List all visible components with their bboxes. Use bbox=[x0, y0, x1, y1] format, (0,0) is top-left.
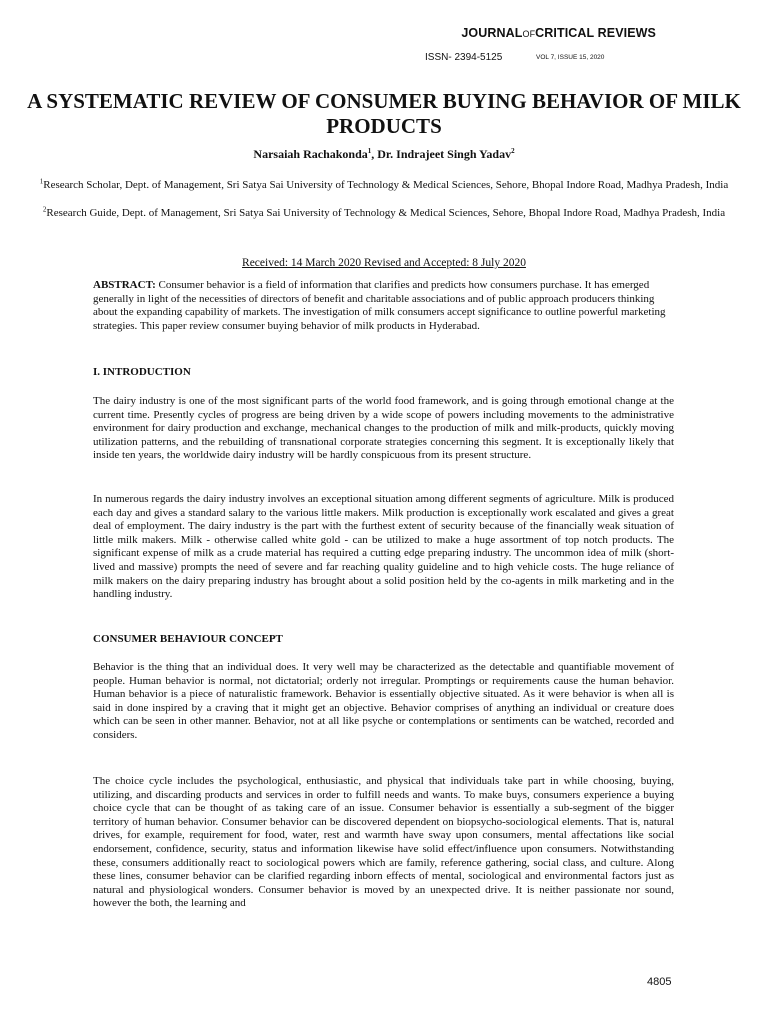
paragraph bbox=[93, 493, 674, 602]
paragraph bbox=[93, 775, 674, 911]
affiliation-2-text: Research Guide, Dept. of Management, Sri Satya Sai University of Technology & Medical Sciences, Sehore, Bhopal Indore Road, Madhya Pradesh, India bbox=[46, 207, 726, 219]
author-2: Dr. Indrajeet Singh Yadav bbox=[377, 147, 512, 161]
paper-title: A SYSTEMATIC REVIEW OF CONSUMER BUYING BEHAVIOR OF MILK PRODUCTS bbox=[27, 89, 741, 138]
paragraph bbox=[93, 395, 674, 463]
affiliation-1-text: Research Scholar, Dept. of Management, Sri Satya Sai University of Technology & Medical Sciences, Sehore, Bhopal Indore Road, Madhya Pradesh, India bbox=[43, 179, 729, 191]
concept-paragraph-1: Behavior is the thing that an individual does. It very well may be characterized as the detectable and quantifiable movement of people. Human behavior is normal, not dictatorial; orderly not irregular. Promptings or requirements cause the human behavior. Human behavior is a piece of naturalistic framework. Behavior is essentially objective situated. As it were behavior is when all is said in done inspired by a craving that it might get an objective. Behavior comprises of anything an individual or creature does which can be seen in other manner. Behavior, not at all like psyche or contemplations or sentiments can be watched, recorded and considers. bbox=[93, 661, 674, 741]
issn: ISSN- 2394-5125 bbox=[425, 52, 503, 63]
section-heading-consumer-behaviour: CONSUMER BEHAVIOUR CONCEPT bbox=[93, 633, 283, 645]
author-1: Narsaiah Rachakonda bbox=[253, 147, 368, 161]
affiliation-2 bbox=[0, 206, 768, 220]
section-heading-introduction: I. INTRODUCTION bbox=[93, 366, 191, 378]
author-2-sup: 2 bbox=[511, 147, 515, 155]
journal-name-of: OF bbox=[522, 29, 536, 39]
concept-paragraph-2: The choice cycle includes the psychological, enthusiastic, and physical that individuals take part in while choosing, buying, utilizing, and discarding products and services in order to fulfill needs and wants. To make buys, consumers experience a buying choice cycle that can be thought of as taking care of an issue. Consumer behavior is essentially a sub-segment of the bigger territory of human behavior. Consumer behavior can be discovered dependent on biopsycho-sociological elements. That is, natural drives, for example, requirement for food, water, rest and warmth have sway upon consumers, mental affectations like social endorsement, confidence, security, status and information likewise have solid effect/influence upon consumers. Notwithstanding these, consumers additionally react to sociological powers which are family, reference gathering, social class, and culture. Along these lines, consumer behavior can be clarified regarding inborn effects of mental, sociological and environmental factors just as natural and physiological wonders. Consumer behavior is moved by an unexpected drive. It is neither passionate nor sound, however the both, the learning and bbox=[93, 775, 674, 910]
journal-name-part2: CRITICAL REVIEWS bbox=[535, 26, 656, 40]
journal-name bbox=[461, 26, 656, 40]
received-text: Received: 14 March 2020 Revised and Accepted: 8 July 2020 bbox=[242, 257, 526, 269]
intro-paragraph-1: The dairy industry is one of the most significant parts of the world food framework, and is going through emotional change at the current time. Presently cycles of progress are being driven by a wide scope of powers including movements to the administrative environment for dairy production and exchange, mechanical changes to the production of milk and milk-products, quickly moving utilization patterns, and the rebuilding of transnational corporate strategies concerning this segment. It is exceptionally likely that inside ten years, the worldwide dairy industry will be hardly conspicuous from its present structure. bbox=[93, 395, 674, 462]
affiliation-1 bbox=[0, 178, 768, 192]
authors bbox=[0, 147, 768, 162]
abstract bbox=[93, 279, 674, 333]
affiliation-1-sup: 1 bbox=[39, 177, 44, 186]
volume-issue: VOL 7, ISSUE 15, 2020 bbox=[536, 54, 605, 61]
author-separator: , bbox=[371, 147, 378, 161]
abstract-label: ABSTRACT: bbox=[93, 279, 156, 291]
abstract-text: Consumer behavior is a field of information that clarifies and predicts how consumers purchase. It has emerged generally in light of the necessities of directors of benefit and charitable associations and of public approach producers thinking about the expanding capability of markets. The investigation of milk consumers accept significance to outline powerful marketing strategies. This paper review consumer buying behavior of milk products in Hyderabad. bbox=[93, 279, 666, 332]
received-dates bbox=[0, 257, 768, 269]
paragraph bbox=[93, 661, 674, 743]
author-1-sup: 1 bbox=[367, 147, 372, 155]
intro-paragraph-2: In numerous regards the dairy industry involves an exceptional situation among different segments of agriculture. Milk is produced each day and gives a standard salary to the various little makers. Milk production is exceptionally work escalated and gives a great deal of employment. The dairy industry is the part with the furthest extent of security because of the financially weak situation of little milk makers. Milk - otherwise called white gold - can be utilized to make a huge assortment of top notch products. The significant expense of milk as a crude material has required a cutting edge preparing industry. The uncommon idea of milk (short-lived and massive) prompts the need of severe and far reaching quality guideline and to high vehicle costs. The huge reliance of milk makers on the dairy preparing industry has brought about a solid position held by the co-agents in milk marketing and in the handling industry. bbox=[93, 493, 674, 601]
page-number: 4805 bbox=[647, 976, 672, 988]
affiliation-2-sup: 2 bbox=[42, 205, 47, 214]
journal-name-part1: JOURNAL bbox=[461, 26, 523, 40]
